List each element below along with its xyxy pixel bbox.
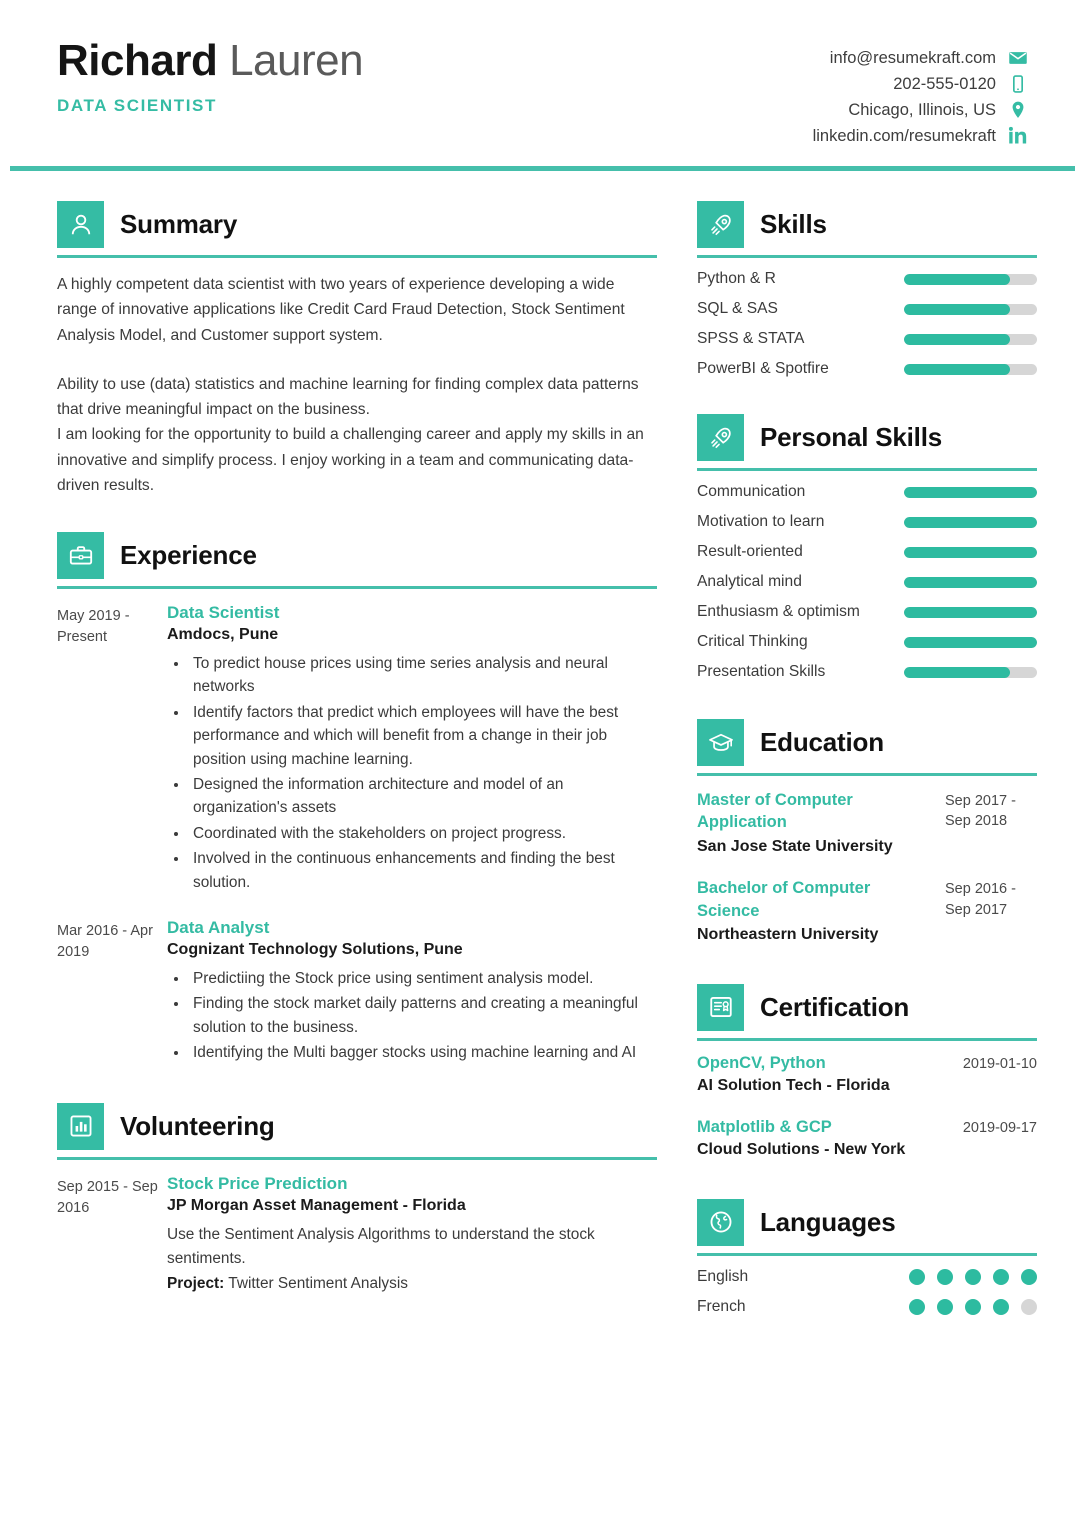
certification-item (697, 1054, 1037, 1097)
personal-skill-label: Result-oriented (697, 543, 803, 560)
contact-email-text: info@resumekraft.com (829, 48, 996, 67)
experience-entry (57, 918, 657, 1067)
personal-skill-bar (904, 487, 1037, 498)
language-row (697, 1298, 1037, 1316)
experience-date: May 2019 - Present (57, 608, 130, 646)
dot-filled (937, 1269, 953, 1285)
language-dots (909, 1299, 1037, 1315)
personal-skill-label: Analytical mind (697, 573, 802, 590)
section-experience (57, 532, 657, 1067)
identity-block (57, 38, 363, 116)
certification-item-top (697, 1118, 1037, 1137)
contact-item-email (813, 48, 1028, 68)
dot-filled (965, 1299, 981, 1315)
dot-filled (937, 1299, 953, 1315)
contact-phone-text: 202-555-0120 (893, 74, 996, 93)
section-volunteering (57, 1103, 657, 1297)
education-item-main (697, 877, 937, 945)
section-languages (697, 1199, 1037, 1316)
personal-skill-bar (904, 577, 1037, 588)
contact-item-phone (813, 74, 1028, 94)
education-degree: Bachelor of Computer Science (697, 879, 871, 920)
personal-skill-row (697, 483, 1037, 501)
personal-skill-bar-fill (904, 667, 1010, 678)
experience-bullet-list (189, 652, 657, 894)
section-skills-header (697, 201, 1037, 248)
personal-skill-row (697, 573, 1037, 591)
volunteering-job-title: Stock Price Prediction (167, 1173, 348, 1193)
personal-skill-bar-fill (904, 577, 1037, 588)
dot-filled (909, 1299, 925, 1315)
certification-item (697, 1118, 1037, 1161)
section-certification (697, 984, 1037, 1161)
globe-icon (697, 1199, 744, 1246)
section-experience-title: Experience (120, 540, 257, 570)
person-icon (57, 201, 104, 248)
experience-date: Mar 2016 - Apr 2019 (57, 923, 153, 961)
experience-entry-body (167, 603, 657, 896)
section-summary (57, 201, 657, 498)
education-item (697, 789, 1037, 857)
skill-label: SQL & SAS (697, 300, 778, 317)
list-item: • Predictiing the Stock price using sentiment analysis model. (189, 967, 657, 990)
skill-label: PowerBI & Spotfire (697, 360, 829, 377)
certification-organization: Cloud Solutions - New York (697, 1141, 906, 1159)
section-education-rule (697, 773, 1037, 776)
personal-skill-row (697, 633, 1037, 651)
skill-label: SPSS & STATA (697, 330, 805, 347)
personal-skill-row (697, 603, 1037, 621)
experience-organization: Amdocs, Pune (167, 626, 279, 643)
personal-skill-bar (904, 517, 1037, 528)
volunteering-project (167, 1272, 657, 1296)
section-languages-header (697, 1199, 1037, 1246)
rocket-icon (697, 414, 744, 461)
section-summary-rule (57, 255, 657, 258)
skill-bar (904, 334, 1037, 345)
summary-paragraph-3: I am looking for the opportunity to build a challenging career and apply my skills in an innovative and simplify process. I enjoy working in a team and communicating data-driven results. (57, 426, 644, 494)
certification-name: Matplotlib & GCP (697, 1118, 832, 1137)
section-education-title: Education (760, 727, 884, 757)
summary-paragraph-1: A highly competent data scientist with two years of experience developing a wide range of innovative applications like Credit Card Fraud Detection, Stock Sentiment Analysis Model, and Customer support system. (57, 276, 625, 344)
experience-entry-body (167, 918, 657, 1067)
section-volunteering-rule (57, 1157, 657, 1160)
first-name: Richard (57, 36, 218, 85)
language-label: French (697, 1297, 746, 1315)
contact-list (813, 38, 1028, 146)
personal-skill-label: Motivation to learn (697, 513, 825, 530)
dot-filled (1021, 1269, 1037, 1285)
dot-empty (1021, 1299, 1037, 1315)
skill-bar-fill (904, 274, 1010, 285)
experience-job-title: Data Analyst (167, 918, 270, 938)
personal-skill-bar-fill (904, 517, 1037, 528)
section-certification-title: Certification (760, 991, 910, 1022)
section-volunteering-header (57, 1103, 657, 1150)
section-skills-title: Skills (760, 209, 827, 239)
section-languages-rule (697, 1253, 1037, 1256)
section-personal-skills-header (697, 414, 1037, 461)
list-item: • Coordinated with the stakeholders on project progress. (189, 822, 657, 845)
location-icon (1008, 100, 1028, 120)
personal-skill-row (697, 543, 1037, 561)
section-languages-title: Languages (760, 1206, 896, 1237)
section-summary-title: Summary (120, 209, 238, 239)
list-item: • Finding the stock market daily patterns and creating a meaningful solution to the business. (189, 992, 657, 1039)
section-volunteering-title: Volunteering (120, 1110, 275, 1141)
experience-organization: Cognizant Technology Solutions, Pune (167, 941, 463, 959)
email-icon (1008, 48, 1028, 68)
certification-date: 2019-09-17 (962, 1120, 1037, 1137)
certification-organization: AI Solution Tech - Florida (697, 1076, 890, 1094)
certificate-icon (697, 984, 744, 1031)
personal-skill-label: Presentation Skills (697, 663, 826, 680)
personal-skill-bar-fill (904, 547, 1037, 558)
dot-filled (909, 1269, 925, 1285)
section-experience-rule (57, 586, 657, 589)
certification-date: 2019-01-10 (962, 1055, 1037, 1072)
personal-skill-bar-fill (904, 487, 1037, 498)
certification-item-top (697, 1054, 1037, 1073)
contact-item-location (813, 100, 1028, 120)
resume-header (0, 0, 1085, 146)
personal-skill-bar (904, 607, 1037, 618)
section-education (697, 719, 1037, 946)
certification-name: OpenCV, Python (697, 1053, 826, 1072)
list-item: • Designed the information architecture and model of an organization's assets (189, 773, 657, 820)
skill-row (697, 330, 1037, 348)
dot-filled (965, 1269, 981, 1285)
section-experience-header (57, 532, 657, 579)
education-date: Sep 2017 - Sep 2018 (945, 793, 1016, 830)
skill-label: Python & R (697, 270, 776, 287)
volunteering-organization: JP Morgan Asset Management - Florida (167, 1196, 466, 1214)
section-personal-skills-title: Personal Skills (760, 422, 942, 452)
section-summary-header (57, 201, 657, 248)
skill-bar (904, 274, 1037, 285)
last-name: Lauren (229, 36, 364, 85)
contact-item-linkedin[interactable] (813, 126, 1028, 146)
page-title (57, 38, 363, 84)
personal-skill-row (697, 513, 1037, 531)
list-item: • Involved in the continuous enhancements and finding the best solution. (189, 847, 657, 894)
personal-skill-label: Enthusiasm & optimism (697, 603, 860, 620)
right-column (697, 201, 1037, 1320)
language-dots (909, 1269, 1037, 1285)
phone-icon (1008, 74, 1028, 94)
education-school: Northeastern University (697, 925, 879, 943)
dot-filled (993, 1269, 1009, 1285)
bar-chart-icon (57, 1103, 104, 1150)
skill-bar (904, 364, 1037, 375)
personal-skill-bar-fill (904, 637, 1037, 648)
skill-row (697, 270, 1037, 288)
left-column (57, 201, 657, 1320)
personal-skill-bar-fill (904, 607, 1037, 618)
experience-job-title: Data Scientist (167, 603, 280, 622)
section-certification-rule (697, 1038, 1037, 1041)
personal-skill-label: Communication (697, 483, 806, 500)
education-school: San Jose State University (697, 837, 893, 855)
education-date: Sep 2016 - Sep 2017 (945, 881, 1016, 918)
section-personal-skills (697, 414, 1037, 681)
list-item: • To predict house prices using time series analysis and neural networks (189, 652, 657, 699)
list-item: • Identifying the Multi bagger stocks using machine learning and AI (189, 1041, 657, 1064)
education-degree: Master of Computer Application (697, 791, 853, 832)
contact-linkedin-text: linkedin.com/resumekraft (812, 126, 996, 145)
volunteering-entry (57, 1174, 657, 1297)
skill-bar-fill (904, 304, 1010, 315)
personal-skill-bar (904, 547, 1037, 558)
experience-entry (57, 603, 657, 896)
volunteering-entry-body (167, 1174, 657, 1297)
section-education-header (697, 719, 1037, 766)
dot-filled (993, 1299, 1009, 1315)
contact-location-text: Chicago, Illinois, US (848, 100, 996, 119)
section-personal-skills-rule (697, 468, 1037, 471)
resume-body (0, 171, 1085, 1320)
volunteering-description: Use the Sentiment Analysis Algorithms to understand the stock sentiments. (167, 1225, 595, 1267)
language-label: English (697, 1267, 749, 1285)
skill-row (697, 360, 1037, 378)
volunteering-date: Sep 2015 - Sep 2016 (57, 1178, 158, 1216)
linkedin-icon[interactable] (1008, 126, 1028, 146)
education-item (697, 877, 1037, 945)
section-skills-rule (697, 255, 1037, 258)
graduation-cap-icon (697, 719, 744, 766)
personal-skill-row (697, 663, 1037, 681)
volunteering-project-label: Project: (167, 1275, 225, 1293)
language-row (697, 1268, 1037, 1286)
summary-paragraph-2: Ability to use (data) statistics and machine learning for finding complex data patterns that drive meaningful impact on the business. (57, 375, 639, 418)
skill-row (697, 300, 1037, 318)
list-item: • Identify factors that predict which employees will have the best performance and which will benefit from a change in their job position using machine learning. (189, 701, 657, 771)
skill-bar (904, 304, 1037, 315)
briefcase-icon (57, 532, 104, 579)
job-role: DATA SCIENTIST (57, 96, 217, 116)
experience-bullet-list (189, 967, 657, 1065)
personal-skill-bar (904, 667, 1037, 678)
section-skills (697, 201, 1037, 378)
personal-skill-bar (904, 637, 1037, 648)
personal-skill-label: Critical Thinking (697, 633, 808, 650)
education-item-main (697, 789, 937, 857)
volunteering-project-value: Twitter Sentiment Analysis (224, 1275, 408, 1293)
section-certification-header (697, 984, 1037, 1031)
rocket-icon (697, 201, 744, 248)
skill-bar-fill (904, 364, 1010, 375)
skill-bar-fill (904, 334, 1010, 345)
